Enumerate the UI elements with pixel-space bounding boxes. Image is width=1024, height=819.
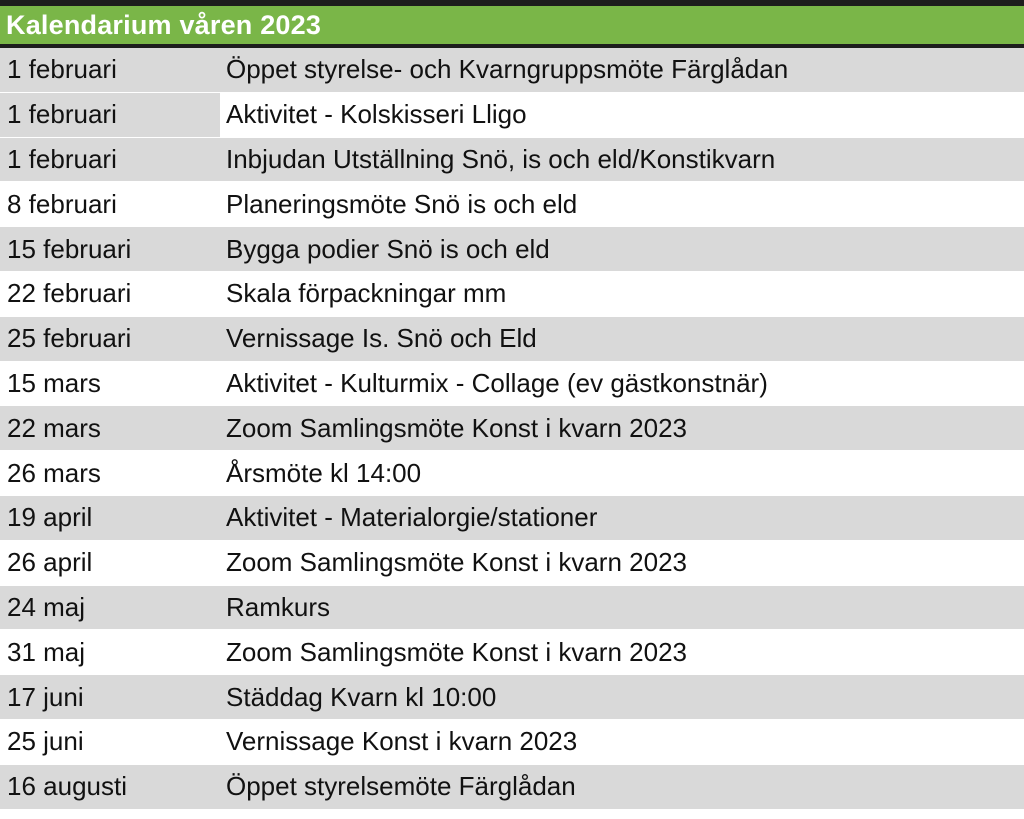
event-description: Öppet styrelse- och Kvarngruppsmöte Färglådan [226,54,789,85]
event-date: 16 augusti [7,771,127,802]
event-description: Aktivitet - Materialorgie/stationer [226,502,598,533]
event-row [0,406,1024,451]
event-description: Vernissage Konst i kvarn 2023 [226,726,578,757]
event-row [0,182,1024,227]
event-date: 19 april [7,502,93,533]
event-row [0,227,1024,272]
event-description: Skala förpackningar mm [226,278,507,309]
event-description: Vernissage Is. Snö och Eld [226,323,537,354]
event-date: 15 februari [7,233,132,264]
event-date: 8 februari [7,188,117,219]
event-date: 26 april [7,547,93,578]
calendar-title: Kalendarium våren 2023 [6,9,322,40]
event-row [0,675,1024,720]
event-row [0,451,1024,496]
event-row [0,630,1024,675]
event-description: Zoom Samlingsmöte Konst i kvarn 2023 [226,412,687,443]
event-description: Ramkurs [226,591,331,622]
event-date: 17 juni [7,681,84,712]
event-date: 22 februari [7,278,132,309]
event-row [0,720,1024,765]
event-row [0,496,1024,541]
event-description: Årsmöte kl 14:00 [226,457,422,488]
event-date: 24 maj [7,591,86,622]
event-date: 1 februari [7,54,117,85]
event-date: 22 mars [7,412,101,443]
event-row [0,93,1024,138]
event-description: Inbjudan Utställning Snö, is och eld/Konstikvarn [226,143,776,174]
event-date: 1 februari [7,99,117,130]
event-row [0,138,1024,183]
event-date: 1 februari [7,143,117,174]
title-bar [0,6,1024,48]
event-date: 15 mars [7,367,101,398]
event-date: 25 februari [7,323,132,354]
event-description: Bygga podier Snö is och eld [226,233,550,264]
event-description: Aktivitet - Kolskisseri Lligo [226,99,527,130]
event-row [0,317,1024,362]
event-row [0,48,1024,93]
event-date: 25 juni [7,726,84,757]
event-row [0,272,1024,317]
event-date: 26 mars [7,457,101,488]
event-description: Städdag Kvarn kl 10:00 [226,681,497,712]
event-row [0,541,1024,586]
event-description: Zoom Samlingsmöte Konst i kvarn 2023 [226,636,687,667]
event-description: Öppet styrelsemöte Färglådan [226,771,576,802]
event-description: Zoom Samlingsmöte Konst i kvarn 2023 [226,547,687,578]
event-date: 31 maj [7,636,86,667]
event-description: Aktivitet - Kulturmix - Collage (ev gästkonstnär) [226,367,768,398]
event-description: Planeringsmöte Snö is och eld [226,188,578,219]
event-row [0,586,1024,631]
event-row [0,765,1024,810]
event-row [0,362,1024,407]
event-list [0,48,1024,810]
